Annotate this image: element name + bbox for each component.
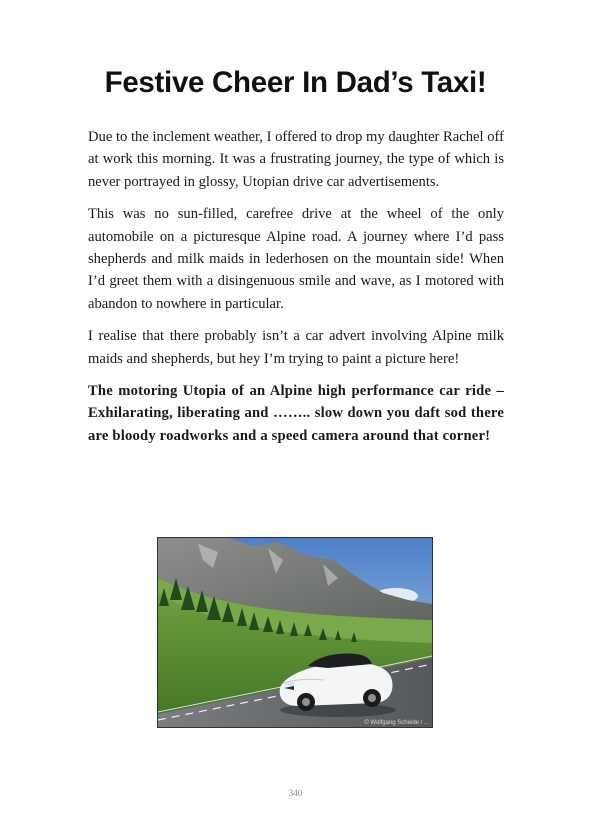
paragraph-3: I realise that there probably isn’t a car advert involving Alpine milk maids and shepherds, but hey I’m trying to paint a picture here!: [88, 328, 504, 367]
alpine-car-photo: [157, 537, 433, 728]
paragraph-4-bold: The motoring Utopia of an Alpine high performance car ride – Exhilarating, liberating and …….. slow down you daft sod there are bloody roadworks and a speed camera around that corner!: [88, 383, 504, 444]
photo-illustration: [158, 538, 432, 727]
paragraph-1: Due to the inclement weather, I offered to drop my daughter Rachel off at work this morning. It was a frustrating journey, the type of which is never portrayed in glossy, Utopian drive car advertisements.: [88, 129, 504, 190]
paragraph-2: This was no sun-filled, carefree drive at the wheel of the only automobile on a picturesque Alpine road. A journey where I’d pass shepherds and milk maids in lederhosen on the mountain side! When I’d greet them with a disingenuous smile and wave, as I motored with abandon to nowhere in particular.: [88, 206, 504, 312]
chapter-title: Festive Cheer In Dad’s Taxi!: [104, 66, 487, 99]
photo-credit: © Wolfgang Scheide / ...: [364, 720, 429, 726]
page-number: 340: [288, 788, 303, 798]
chapter-body: [88, 126, 504, 457]
